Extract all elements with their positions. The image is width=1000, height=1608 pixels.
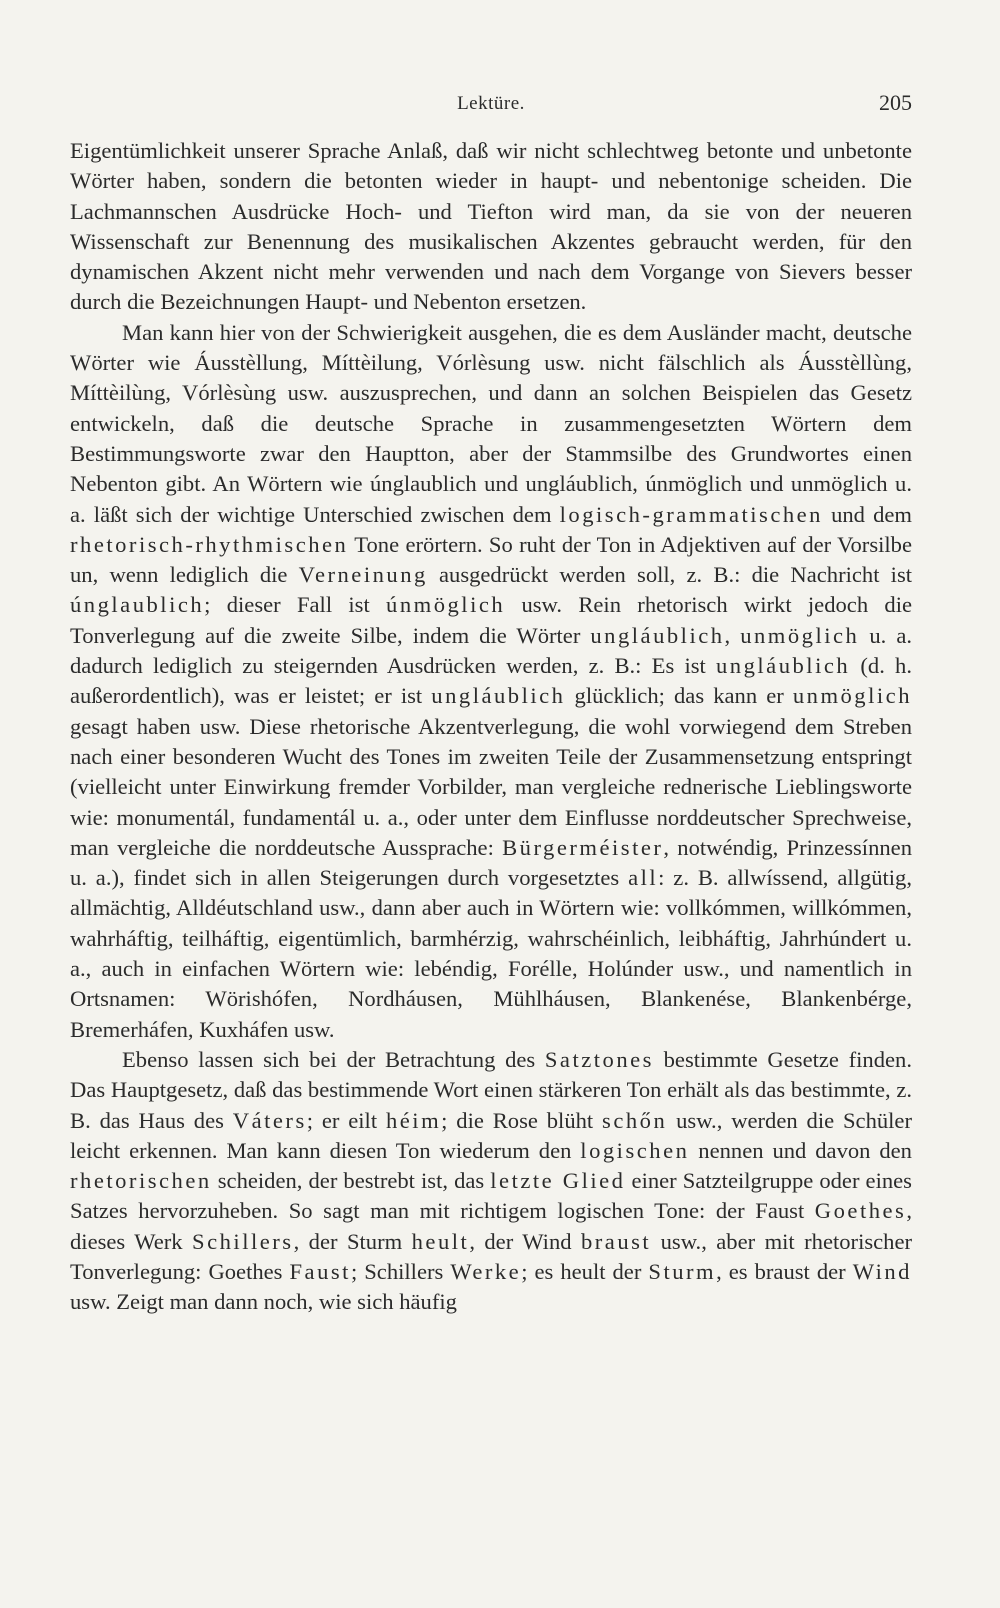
text-run: : z. B. allwíssend, allgütig, allmächtig, Alldéutschland usw., dann aber auch in Wörtern wie: vollkómmen, willkómmen, wahrháftig, teilháftig, eigentümlich, barmhérzig, wahrschéinlich, leibháftig, Jahrhúndert u. a., auch in einfachen Wörtern wie: lebéndig, Forélle, Holúnder usw., und namentlich in Ortsnamen: Wörishófen, Nordháusen, Mühlháusen, Blankenése, Blankenbérge, Bremerháfen, Kuxháfen usw. [70, 865, 912, 1042]
spaced-emphasis: letzte Glied [490, 1168, 626, 1194]
text-run: gesagt haben usw. Diese rhetorische Akzentverlegung, die wohl vorwiegend dem Streben nach einer besonderen Wucht des Tones im zweiten Teile der Zusammensetzung entspringt (vielleicht unter Einwirkung fremder Vorbilder, man vergleiche rednerische Lieblingsworte wie: monumentál, fundamentál u. a., oder unter dem Einflusse norddeutscher Sprechweise, man vergleiche die norddeutsche Aussprache: [70, 713, 912, 860]
spaced-emphasis: unmöglich [740, 622, 860, 648]
text-run: bestimmte Gesetze finden. Das Hauptgesetz, daß das bestimmende Wort einen stärkeren Ton erhält als das bestimmte, z. B. das Haus des [70, 1046, 912, 1133]
text-run: ; er eilt [306, 1107, 386, 1133]
spaced-emphasis: rhetorischen [70, 1168, 212, 1194]
text-run: , der Wind [469, 1228, 581, 1254]
spaced-emphasis: Werke [450, 1258, 522, 1284]
text-run: ; Schillers [350, 1258, 451, 1284]
text-run: usw. Rein rhetorisch wirkt jedoch die Tonverlegung auf die zweite Silbe, indem die Wörter [70, 592, 912, 648]
text-run: , es braust der [716, 1258, 853, 1284]
spaced-emphasis: Wind [852, 1258, 912, 1284]
spaced-emphasis: Schillers [192, 1228, 294, 1254]
spaced-emphasis: schőn [602, 1107, 668, 1133]
spaced-emphasis: Faust [289, 1258, 351, 1284]
running-header [70, 88, 912, 118]
spaced-emphasis: ungláublich [590, 622, 725, 648]
spaced-emphasis: únmöglich [386, 592, 506, 618]
spaced-emphasis: heult [411, 1228, 470, 1254]
text-run: , der Sturm [293, 1228, 412, 1254]
body-text [70, 136, 912, 1318]
spaced-emphasis: héim [385, 1107, 442, 1133]
spaced-emphasis: logischen [580, 1137, 690, 1163]
text-run: Tone erörtern. So ruht der Ton in Adjektiven auf der Vorsilbe un, wenn lediglich die [70, 531, 912, 588]
text-run: und dem [822, 501, 912, 527]
text-run: scheiden, der bestrebt ist, das [211, 1168, 491, 1194]
spaced-emphasis: Verneinung [298, 562, 428, 588]
spaced-emphasis: logisch-grammatischen [559, 501, 823, 527]
spaced-emphasis: unmöglich [792, 683, 912, 709]
spaced-emphasis: rhetorisch-rhythmischen [70, 531, 349, 557]
spaced-emphasis: Goethes [814, 1198, 907, 1224]
spaced-emphasis: Satztones [544, 1046, 654, 1072]
text-run: (d. h. außerordentlich), was er leistet; er ist [70, 653, 912, 709]
text-run: usw. Zeigt man dann noch, wie sich häufig [70, 1289, 457, 1315]
page-number: 205 [879, 90, 912, 115]
running-title: Lektüre. [457, 93, 525, 114]
spaced-emphasis: Váters [232, 1107, 307, 1133]
text-run: usw., werden die Schüler leicht erkennen. Man kann diesen Ton wiederum den [70, 1107, 912, 1163]
spaced-emphasis: ungláublich [716, 653, 851, 679]
paragraph [70, 318, 912, 1045]
spaced-emphasis: únglaublich [70, 592, 205, 618]
paragraph [70, 1045, 912, 1318]
text-run: nennen und davon den [689, 1137, 912, 1163]
text-run: ; dieser Fall ist [204, 592, 387, 618]
text-run: , dieses Werk [70, 1198, 912, 1254]
spaced-emphasis: ungláublich [431, 683, 566, 709]
spaced-emphasis: braust [580, 1228, 652, 1254]
text-run: Eigentümlichkeit unserer Sprache Anlaß, daß wir nicht schlechtweg betonte und unbetonte Wörter haben, sondern die betonten wieder in haupt- und nebentonige scheiden. Die Lachmannschen Ausdrücke Hoch- und Tiefton wird man, da sie von der neueren Wissenschaft zur Benennung des musikalischen Akzentes gebraucht werden, für den dynamischen Akzent nicht mehr verwenden und nach dem Vorgange von Sievers besser durch die Bezeichnungen Haupt- und Nebenton ersetzen. [70, 138, 912, 315]
spaced-emphasis: Bürgerméister [502, 834, 664, 860]
spaced-emphasis: Sturm [648, 1258, 717, 1284]
text-run: usw., aber mit rhetorischer Tonverlegung: Goethes [70, 1228, 913, 1284]
text-run: Ebenso lassen sich bei der Betrachtung des [122, 1046, 545, 1072]
paragraph [70, 136, 912, 318]
spaced-emphasis: all [628, 865, 659, 891]
text-run: einer Satzteilgruppe oder eines Satzes hervorzuheben. So sagt man mit richtigem logischen Tone: der Faust [70, 1168, 912, 1224]
text-run: Man kann hier von der Schwierigkeit ausgehen, die es dem Ausländer macht, deutsche Wörter wie Áusstèllung, Míttèilung, Vórlèsung usw. nicht fälschlich als Áusstèllùng, Míttèilùng, Vórlèsùng usw. auszusprechen, und dann an solchen Beispielen das Gesetz entwickeln, daß die deutsche Sprache in zusammengesetzten Wörtern dem Bestimmungsworte zwar den Hauptton, aber der Stammsilbe des Grundwortes einen Nebenton gibt. An Wörtern wie únglaublich und ungláublich, únmöglich und unmöglich u. a. läßt sich der wichtige Unterschied zwischen dem [70, 319, 912, 527]
text-run: glücklich; das kann er [565, 683, 793, 709]
text-run: ; es heult der [521, 1258, 649, 1284]
text-run: ; die Rose blüht [441, 1107, 603, 1133]
text-run: , notwéndig, Prinzessínnen u. a.), findet sich in allen Steigerungen durch vorgesetztes [70, 834, 913, 891]
text-run: , [724, 622, 741, 648]
text-run: ausgedrückt werden soll, z. B.: die Nachricht ist [427, 562, 913, 588]
text-run: u. a. dadurch lediglich zu steigernden Ausdrücken werden, z. B.: Es ist [70, 622, 912, 679]
